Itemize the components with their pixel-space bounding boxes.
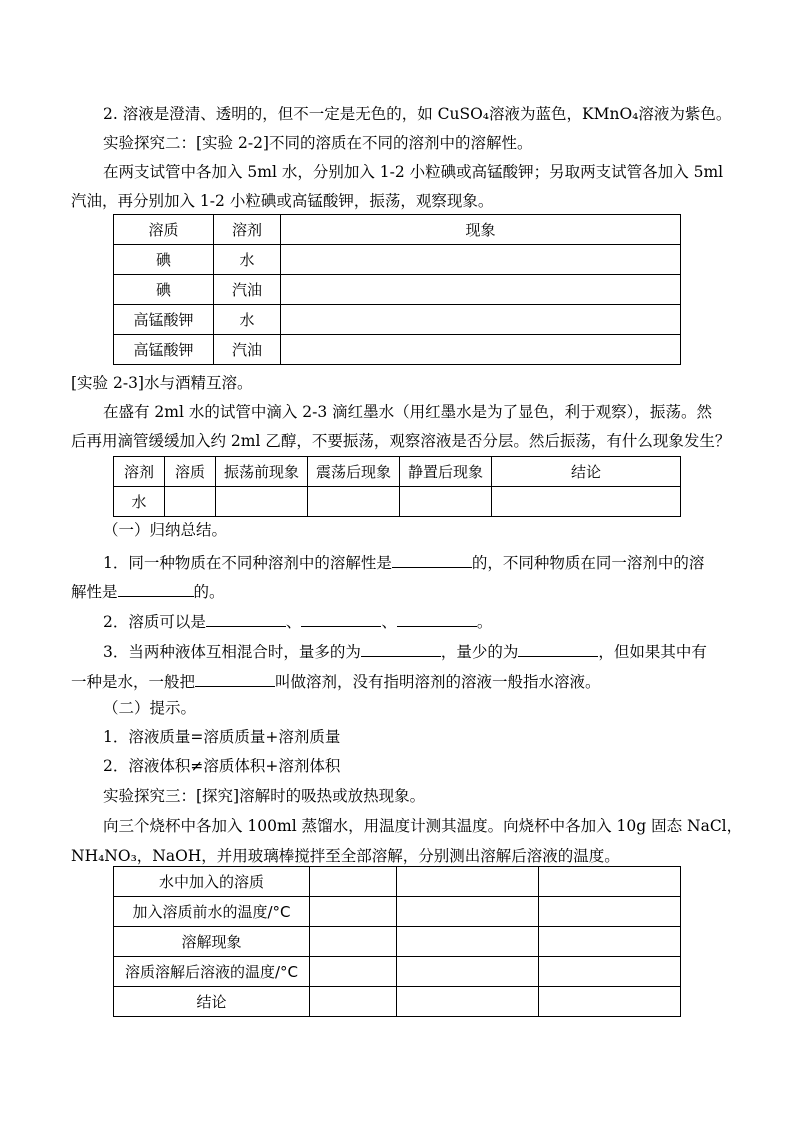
- hint-1: 1．溶液质量=溶质质量+溶剂质量: [103, 728, 341, 746]
- header-after-shaking: 震荡后现象: [308, 457, 400, 487]
- cell-value[interactable]: [397, 987, 539, 1017]
- cell-conclusion[interactable]: [492, 487, 681, 517]
- cell-phenomenon[interactable]: [281, 275, 681, 305]
- fill-blank[interactable]: [361, 640, 441, 657]
- fill-blank[interactable]: [397, 610, 477, 627]
- paragraph-experiment-2-2-line2: 汽油，再分别加入 1-2 小粒碘或高锰酸钾，振荡，观察现象。: [71, 192, 494, 210]
- question-text: 解性是: [71, 583, 118, 601]
- cell-solvent: 汽油: [214, 275, 281, 305]
- header-solvent: 溶剂: [114, 457, 165, 487]
- cell-solvent: 汽油: [214, 335, 281, 365]
- cell-solute: 高锰酸钾: [114, 305, 214, 335]
- hint-2: 2．溶液体积≠溶质体积+溶剂体积: [103, 757, 341, 775]
- question-text: 一种是水，一般把: [71, 673, 196, 691]
- cell-phenomenon[interactable]: [281, 245, 681, 275]
- cell-value[interactable]: [539, 987, 681, 1017]
- question-text: 叫做溶剂，没有指明溶剂的溶液一般指水溶液。: [275, 673, 601, 691]
- row-label: 加入溶质前水的温度/°C: [114, 897, 310, 927]
- cell-value[interactable]: [310, 867, 397, 897]
- table-row: [114, 957, 681, 987]
- cell-value[interactable]: [310, 957, 397, 987]
- table-row: [114, 867, 681, 897]
- question-text: 的，不同种物质在同一溶剂中的溶: [471, 554, 705, 572]
- cell-value[interactable]: [397, 927, 539, 957]
- fill-blank[interactable]: [206, 610, 286, 627]
- row-label: 溶解现象: [114, 927, 310, 957]
- header-after-standing: 静置后现象: [400, 457, 492, 487]
- row-label: 结论: [114, 987, 310, 1017]
- paragraph-experiment-2-2-line1: 在两支试管中各加入 5ml 水，分别加入 1-2 小粒碘或高锰酸钾；另取两支试管各加入 5ml: [103, 163, 724, 181]
- cell-phenomenon[interactable]: [281, 335, 681, 365]
- question-text: 1．同一种物质在不同种溶剂中的溶解性是: [103, 554, 392, 572]
- cell-value[interactable]: [539, 927, 681, 957]
- paragraph-experiment-2-3-line2: 后再用滴管缓缓加入约 2ml 乙醇，不要振荡，观察溶液是否分层。然后振荡，有什么现象发生？: [71, 432, 731, 450]
- header-solvent: 溶剂: [214, 215, 281, 245]
- question-text: 。: [476, 613, 493, 631]
- question-1-line1: [103, 551, 704, 573]
- table-row: [114, 457, 681, 487]
- header-conclusion: 结论: [492, 457, 681, 487]
- header-before-shaking: 振荡前现象: [216, 457, 308, 487]
- cell-before-shaking[interactable]: [216, 487, 308, 517]
- paragraph-experiment-3-line2: NH₄NO₃，NaOH，并用玻璃棒搅拌至全部溶解，分别测出溶解后溶液的温度。: [71, 847, 620, 865]
- separator: 、: [285, 613, 302, 631]
- paragraph-solution-color: 2. 溶液是澄清、透明的，但不一定是无色的，如 CuSO₄溶液为蓝色，KMnO₄溶液为紫色。: [103, 105, 732, 123]
- row-label: 水中加入的溶质: [114, 867, 310, 897]
- header-phenomenon: 现象: [281, 215, 681, 245]
- section-hint-heading: （二）提示。: [103, 699, 197, 717]
- cell-solvent: 水: [114, 487, 165, 517]
- fill-blank[interactable]: [392, 551, 472, 568]
- cell-value[interactable]: [539, 897, 681, 927]
- question-3-line2: [71, 670, 601, 692]
- cell-solute: 碘: [114, 275, 214, 305]
- question-text: 2．溶质可以是: [103, 613, 206, 631]
- paragraph-experiment-2-3-title: [实验 2-3]水与酒精互溶。: [71, 374, 253, 392]
- table-row: [114, 335, 681, 365]
- fill-blank[interactable]: [118, 580, 194, 597]
- table-row: [114, 987, 681, 1017]
- cell-value[interactable]: [310, 897, 397, 927]
- cell-value[interactable]: [397, 897, 539, 927]
- question-1-line2: [71, 580, 225, 602]
- cell-solute: 高锰酸钾: [114, 335, 214, 365]
- header-solute: 溶质: [165, 457, 216, 487]
- paragraph-experiment-3-line1: 向三个烧杯中各加入 100ml 蒸馏水，用温度计测其温度。向烧杯中各加入 10g 固态 NaCl，: [103, 817, 743, 835]
- cell-value[interactable]: [539, 957, 681, 987]
- cell-value[interactable]: [310, 987, 397, 1017]
- cell-value[interactable]: [310, 927, 397, 957]
- cell-after-shaking[interactable]: [308, 487, 400, 517]
- cell-value[interactable]: [539, 867, 681, 897]
- table-row: [114, 927, 681, 957]
- table-row: [114, 245, 681, 275]
- table-row: [114, 487, 681, 517]
- cell-after-standing[interactable]: [400, 487, 492, 517]
- cell-solute[interactable]: [165, 487, 216, 517]
- fill-blank[interactable]: [301, 610, 381, 627]
- row-label: 溶质溶解后溶液的温度/°C: [114, 957, 310, 987]
- question-2: [103, 610, 492, 632]
- question-text: 的。: [193, 583, 225, 601]
- table-dissolution-heat: [113, 866, 681, 1017]
- cell-solute: 碘: [114, 245, 214, 275]
- question-text: 3．当两种液体互相混合时，量多的为: [103, 643, 361, 661]
- paragraph-experiment-2-2-title: 实验探究二：[实验 2-2]不同的溶质在不同的溶剂中的溶解性。: [103, 134, 533, 152]
- question-3-line1: [103, 640, 707, 662]
- paragraph-experiment-3-title: 实验探究三：[探究]溶解时的吸热或放热现象。: [103, 787, 426, 805]
- table-row: [114, 305, 681, 335]
- section-summary-heading: （一）归纳总结。: [103, 521, 228, 539]
- fill-blank[interactable]: [195, 670, 275, 687]
- separator: 、: [381, 613, 397, 631]
- fill-blank[interactable]: [518, 640, 598, 657]
- table-row: [114, 215, 681, 245]
- cell-solvent: 水: [214, 305, 281, 335]
- cell-phenomenon[interactable]: [281, 305, 681, 335]
- cell-solvent: 水: [214, 245, 281, 275]
- header-solute: 溶质: [114, 215, 214, 245]
- cell-value[interactable]: [397, 867, 539, 897]
- cell-value[interactable]: [397, 957, 539, 987]
- table-row: [114, 897, 681, 927]
- table-row: [114, 275, 681, 305]
- table-water-alcohol: [113, 456, 681, 517]
- question-text: ，量少的为: [440, 643, 519, 661]
- question-text: ，但如果其中有: [598, 643, 707, 661]
- paragraph-experiment-2-3-line1: 在盛有 2ml 水的试管中滴入 2-3 滴红墨水（用红墨水是为了显色，利于观察），振荡。然: [103, 403, 712, 421]
- table-solubility: [113, 214, 681, 365]
